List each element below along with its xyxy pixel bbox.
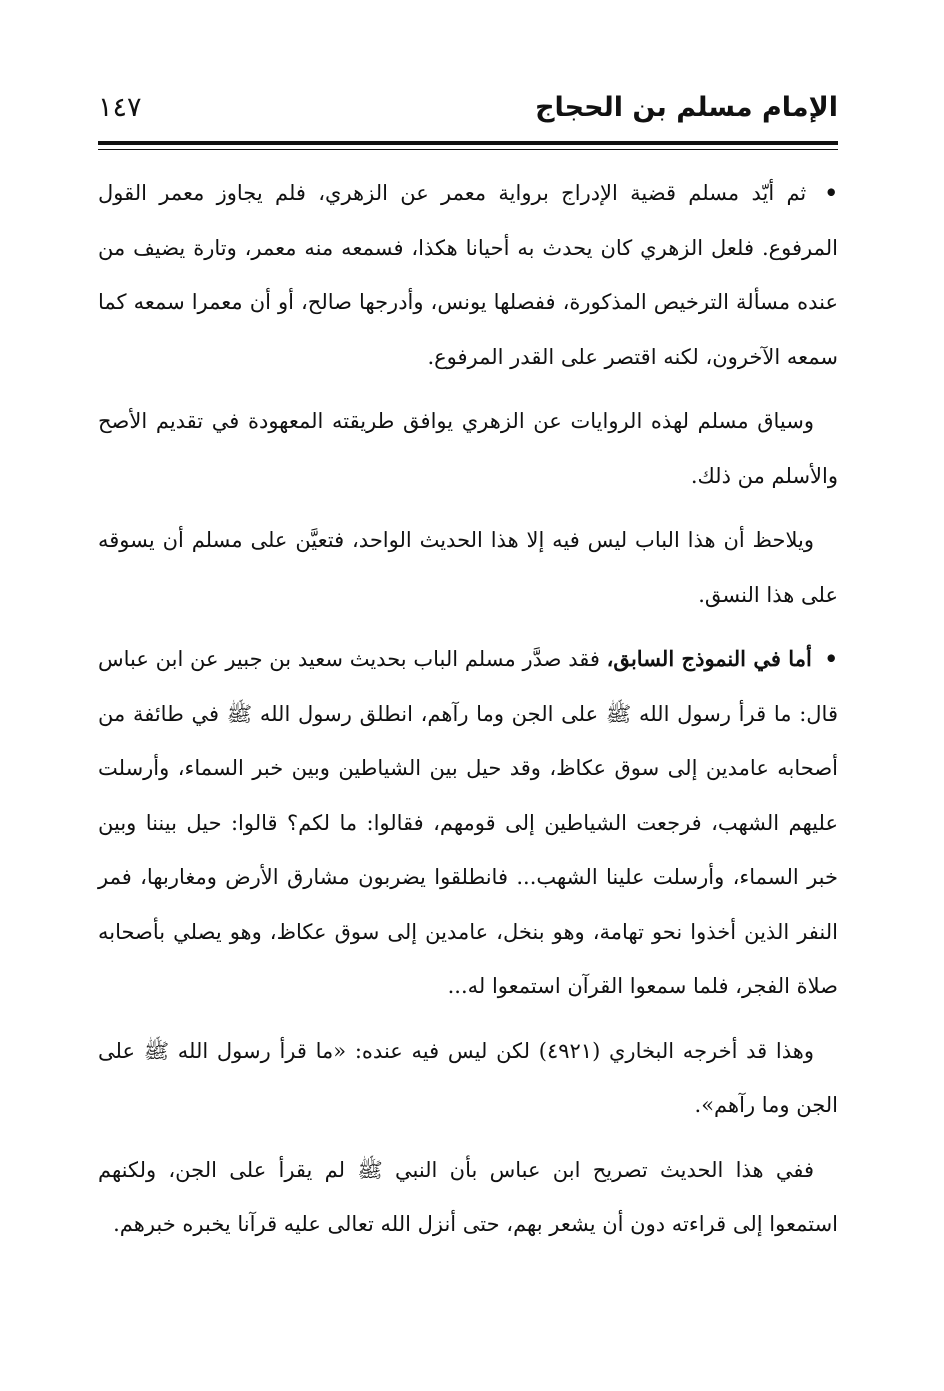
paragraph-text: وسياق مسلم لهذه الروايات عن الزهري يوافق طريقته المعهودة في تقديم الأصح والأسلم من ذلك. xyxy=(98,409,838,488)
page-header xyxy=(98,84,838,132)
running-title: الإمام مسلم بن الحجاج xyxy=(535,92,838,123)
bold-lead-phrase: أما في النموذج السابق، xyxy=(606,646,812,671)
page-number: ١٤٧ xyxy=(98,92,142,123)
bullet-marker: • xyxy=(824,180,838,205)
paragraph-text: فقد صدَّر مسلم الباب بحديث سعيد بن جبير عن ابن عباس قال: ما قرأ رسول الله ﷺ على الجن وما رآهم، انطلق رسول الله ﷺ في طائفة من أصحابه عامدين إلى سوق عكاظ، وقد حيل بين الشياطين وبين خبر السماء، وأرسلت عليهم الشهب، فرجعت الشياطين إلى قومهم، فقالوا: ما لكم؟ قالوا: حيل بيننا وبين خبر السماء، وأرسلت علينا الشهب... فانطلقوا يضربون مشارق الأرض ومغاربها، فمر النفر الذين أخذوا نحو تهامة، وهو بنخل، عامدين إلى سوق عكاظ، وهو يصلي بأصحابه صلاة الفجر، فلما سمعوا القرآن استمعوا له... xyxy=(98,647,838,998)
paragraph-3 xyxy=(98,513,838,622)
header-rule-thin xyxy=(98,149,838,150)
paragraph-5 xyxy=(98,1024,838,1133)
paragraph-text: ثم أيّد مسلم قضية الإدراج برواية معمر عن الزهري، فلم يجاوز معمر القول المرفوع. فلعل الزهري كان يحدث به أحيانا هكذا، فسمعه منه معمر، وتارة يضيف من عنده مسألة الترخيص المذكورة، ففصلها يونس، وأدرجها صالح، أو أن معمرا سمعه كما سمعه الآخرون، لكنه اقتصر على القدر المرفوع. xyxy=(98,181,838,369)
paragraph-text: ففي هذا الحديث تصريح ابن عباس بأن النبي ﷺ لم يقرأ على الجن، ولكنهم استمعوا إلى قراءته دون أن يشعر بهم، حتى أنزل الله تعالى عليه قرآنا يخبره خبرهم. xyxy=(98,1157,838,1236)
paragraph-text: ويلاحظ أن هذا الباب ليس فيه إلا هذا الحديث الواحد، فتعيَّن على مسلم أن يسوقه على هذا النسق. xyxy=(98,528,838,607)
paragraph-1 xyxy=(98,166,838,384)
paragraph-text: وهذا قد أخرجه البخاري (٤٩٢١) لكن ليس فيه عنده: «ما قرأ رسول الله ﷺ على الجن وما رآهم». xyxy=(98,1038,838,1117)
main-text xyxy=(98,166,838,1262)
paragraph-2 xyxy=(98,394,838,503)
paragraph-6 xyxy=(98,1143,838,1252)
paragraph-4 xyxy=(98,632,838,1014)
header-rule-thick xyxy=(98,141,838,145)
bullet-marker: • xyxy=(824,646,838,671)
